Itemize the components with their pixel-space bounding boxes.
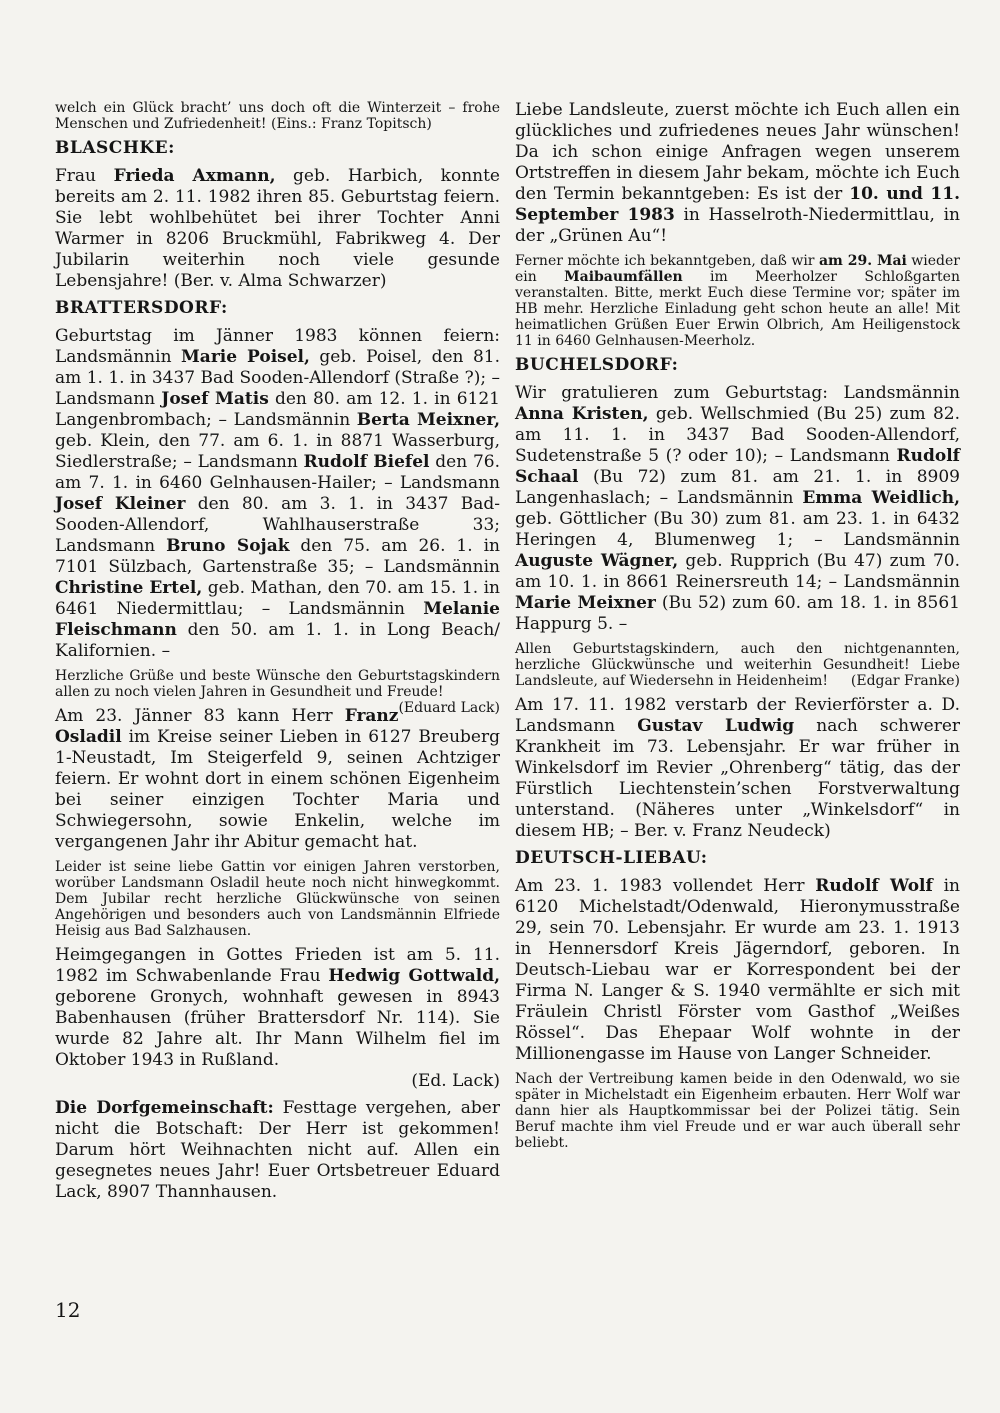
brattersdorf-greeting: Herzliche Grüße und beste Wünsche den Geburtstagskindern allen zu noch vielen Jahren in Gesundheit und Freude! (Eduard Lack): [55, 668, 500, 716]
wolf-paragraph: Am 23. 1. 1983 vollendet Herr Rudolf Wolf in 6120 Michelstadt/Odenwald, Hieronymusstraße 29, sein 70. Lebensjahr. Er wurde am 23. 1. 1913 in Hennersdorf Kreis Jägerndorf, geboren. In Deutsch-Liebau war er Korrespondent bei der Firma N. Langer & S. 1940 vermählte er sich mit Fräulein Christl Förster vom Gasthof „Weißes Rössel“. Das Ehepaar Wolf wohnte in der Millionengasse im Hause von Langer Schneider.: [515, 876, 960, 1064]
heading-brattersdorf: BRATTERSDORF:: [55, 298, 228, 318]
page-number: 12: [55, 1298, 81, 1322]
blaschke-paragraph: Frau Frieda Axmann, geb. Harbich, konnte bereits am 2. 11. 1982 ihren 85. Geburtstag feiern. Sie lebt wohlbehütet bei ihrer Tochter Anni Warmer in 8206 Bruckmühl, Fabrikweg 4. Der Jubilarin weiterhin noch viele gesunde Lebensjahre! (Ber. v. Alma Schwarzer): [55, 166, 500, 291]
signature-ed-lack: (Ed. Lack): [411, 1071, 500, 1091]
osladil-small: Leider ist seine liebe Gattin vor einigen Jahren verstorben, worüber Landsmann Osladil heute noch nicht hinwegkommt. Dem Jubilar recht herzliche Glückwünsche von seinen Angehörigen und besonders auch von Landsmännin Elfriede Heisig aus Bad Salzhausen.: [55, 859, 500, 939]
maibaum-notice: Ferner möchte ich bekanntgeben, daß wir am 29. Mai wieder ein Maibaumfällen im Meerholzer Schloßgarten veranstalten. Bitte, merkt Euch diese Termine vor; später im HB mehr. Herzliche Einladung geht schon heute an alle! Mit heimatlichen Grüßen Euer Erwin Olbrich, Am Heiligenstock 11 in 6460 Gelnhausen-Meerholz.: [515, 253, 960, 349]
heading-deutsch-liebau: DEUTSCH-LIEBAU:: [515, 848, 708, 868]
signature-eduard-lack: (Eduard Lack): [398, 700, 500, 716]
intro-poem: welch ein Glück bracht’ uns doch oft die Winterzeit – frohe Menschen und Zufriedenheit! (Eins.: Franz Topitsch): [55, 100, 500, 132]
brattersdorf-birthdays: Geburtstag im Jänner 1983 können feiern: Landsmännin Marie Poisel, geb. Poisel, den 81. am 1. 1. in 3437 Bad Sooden-Allendorf (Straße ?); – Landsmann Josef Matis den 80. am 12. 1. in 6121 Langenbrombach; – Landsmännin Berta Meixner, geb. Klein, den 77. am 6. 1. in 8871 Wasserburg, Siedlerstraße; – Landsmann Rudolf Biefel den 76. am 7. 1. in 6460 Gelnhausen-Hailer; – Landsmann Josef Kleiner den 80. am 3. 1. in 3437 Bad-Sooden-Allendorf, Wahlhauserstraße 33; Landsmann Bruno Sojak den 75. am 26. 1. in 7101 Sülzbach, Gartenstraße 35; – Landsmännin Christine Ertel, geb. Mathan, den 70. am 15. 1. in 6461 Niedermittlau; – Landsmännin Melanie Fleischmann den 50. am 1. 1. in Long Beach/ Kalifornien. –: [55, 326, 501, 661]
heading-blaschke: BLASCHKE:: [55, 138, 175, 158]
buchelsdorf-greeting: Allen Geburtstagskindern, auch den nichtgenannten, herzliche Glückwünsche und weiterhin Gesundheit! Liebe Landsleute, auf Wiedersehn in Heidenheim! (Edgar Franke): [515, 641, 960, 689]
gottwald-paragraph: Heimgegangen in Gottes Frieden ist am 5. 11. 1982 im Schwabenlande Frau Hedwig Gottwald, geborene Gronych, wohnhaft gewesen in 8943 Babenhausen (früher Brattersdorf Nr. 114). Sie wurde 82 Jahre alt. Ihr Mann Wilhelm fiel im Oktober 1943 in Rußland. (Ed. Lack): [55, 945, 500, 1091]
ludwig-paragraph: Am 17. 11. 1982 verstarb der Revierförster a. D. Landsmann Gustav Ludwig nach schwerer Krankheit im 73. Lebensjahr. Er war früher in Winkelsdorf im Revier „Ohrenberg“ tätig, das der Fürstlich Liechtenstein’schen Forstverwaltung unterstand. (Näheres unter „Winkelsdorf“ in diesem HB; – Ber. v. Franz Neudeck): [515, 695, 961, 841]
olbrich-intro: Liebe Landsleute, zuerst möchte ich Euch allen ein glückliches und zufriedenes neues Jahr wünschen! Da ich schon einige Anfragen wegen unserem Ortstreffen in diesem Jahr bekam, möchte ich Euch den Termin bekanntgeben: Es ist der 10. und 11. September 1983 in Hasselroth-Niedermittlau, in der „Grünen Au“!: [515, 100, 960, 246]
name-frieda-axmann: Frieda Axmann,: [113, 166, 276, 186]
wolf-small: Nach der Vertreibung kamen beide in den Odenwald, wo sie später in Michelstadt ein Eigenheim erbauten. Herr Wolf war dann hier als Hauptkommissar bei der Polizei tätig. Sein Beruf machte ihm viel Freude und er war auch überall sehr beliebt.: [515, 1071, 960, 1151]
osladil-paragraph: Am 23. Jänner 83 kann Herr Franz Osladil im Kreise seiner Lieben in 6127 Breuberg 1-Neustadt, Im Steigerfeld 9, seinen Achtziger feiern. Er wohnt dort in einem schönen Eigenheim bei seiner einzigen Tochter Maria und Schwiegersohn, sowie Enkelin, welche im vergangenen Jahr ihr Abitur gemacht hat.: [55, 706, 500, 852]
heading-buchelsdorf: BUCHELSDORF:: [515, 355, 679, 375]
signature-edgar-franke: (Edgar Franke): [850, 673, 960, 689]
right-column: [515, 100, 960, 1157]
left-column: [55, 100, 500, 1209]
dorfgemeinschaft-paragraph: Die Dorfgemeinschaft: Festtage vergehen, aber nicht die Botschaft: Der Herr ist gekommen! Darum hört Weihnachten nicht auf. Allen ein gesegnetes neues Jahr! Euer Ortsbetreuer Eduard Lack, 8907 Thannhausen.: [55, 1098, 500, 1202]
buchelsdorf-birthdays: Wir gratulieren zum Geburtstag: Landsmännin Anna Kristen, geb. Wellschmied (Bu 25) zum 82. am 11. 1. in 3437 Bad Sooden-Allendorf, Sudetenstraße 5 (? oder 10); – Landsmann Rudolf Schaal (Bu 72) zum 81. am 21. 1. in 8909 Langenhaslach; – Landsmännin Emma Weidlich, geb. Göttlicher (Bu 30) zum 81. am 23. 1. in 6432 Heringen 4, Blumenweg 1; – Landsmännin Auguste Wägner, geb. Rupprich (Bu 47) zum 70. am 10. 1. in 8661 Reinersreuth 14; – Landsmännin Marie Meixner (Bu 52) zum 60. am 18. 1. in 8561 Happurg 5. –: [515, 383, 961, 634]
